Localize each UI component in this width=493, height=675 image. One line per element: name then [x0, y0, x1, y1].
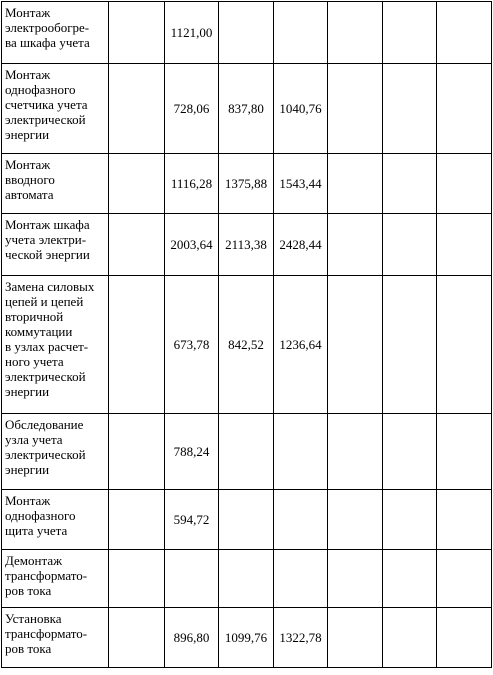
price-cell: 2113,38: [219, 214, 274, 276]
price-cell: [383, 550, 437, 608]
table-body: [2, 2, 492, 668]
price-cell: [437, 154, 492, 214]
price-cell: 1099,76: [219, 608, 274, 668]
price-cell: [437, 550, 492, 608]
price-cell: [383, 154, 437, 214]
price-cell: [109, 276, 165, 414]
price-cell: [437, 64, 492, 154]
price-cell: 842,52: [219, 276, 274, 414]
table-row: [2, 276, 492, 414]
table-row: [2, 64, 492, 154]
price-cell: [437, 2, 492, 64]
price-cell: [328, 2, 383, 64]
price-cell: [328, 550, 383, 608]
price-cell: [328, 608, 383, 668]
price-cell: [219, 490, 274, 550]
work-name-cell: Замена силовых цепей и цепей вторичной коммутации в узлах расчет- ного учета электрической энергии: [2, 276, 109, 414]
price-cell: 2428,44: [274, 214, 328, 276]
price-cell: 788,24: [165, 414, 219, 490]
price-cell: [328, 154, 383, 214]
price-cell: 1121,00: [165, 2, 219, 64]
price-cell: 896,80: [165, 608, 219, 668]
table-row: [2, 608, 492, 668]
price-cell: [437, 276, 492, 414]
price-cell: [219, 2, 274, 64]
price-cell: 837,80: [219, 64, 274, 154]
work-name-cell: Демонтаж трансформато- ров тока: [2, 550, 109, 608]
price-cell: [328, 276, 383, 414]
table-row: [2, 414, 492, 490]
price-cell: [437, 608, 492, 668]
price-cell: [109, 550, 165, 608]
price-cell: [383, 276, 437, 414]
price-cell: 1543,44: [274, 154, 328, 214]
price-cell: [328, 414, 383, 490]
price-cell: 2003,64: [165, 214, 219, 276]
price-cell: [274, 490, 328, 550]
price-cell: [437, 414, 492, 490]
price-cell: [328, 64, 383, 154]
price-cell: 594,72: [165, 490, 219, 550]
table-row: [2, 550, 492, 608]
price-cell: 1116,28: [165, 154, 219, 214]
price-cell: 728,06: [165, 64, 219, 154]
price-cell: [383, 2, 437, 64]
price-cell: 1322,78: [274, 608, 328, 668]
price-cell: [274, 2, 328, 64]
work-name-cell: Монтаж электрообогре- ва шкафа учета: [2, 2, 109, 64]
price-cell: [109, 608, 165, 668]
table-row: [2, 2, 492, 64]
work-name-cell: Монтаж вводного автомата: [2, 154, 109, 214]
price-cell: 1236,64: [274, 276, 328, 414]
price-cell: [383, 64, 437, 154]
price-cell: [274, 414, 328, 490]
price-cell: [328, 490, 383, 550]
table-row: [2, 154, 492, 214]
price-cell: [383, 608, 437, 668]
price-cell: [437, 490, 492, 550]
work-name-cell: Монтаж однофазного щита учета: [2, 490, 109, 550]
price-cell: [109, 2, 165, 64]
price-cell: [383, 414, 437, 490]
work-name-cell: Монтаж однофазного счетчика учета электрической энергии: [2, 64, 109, 154]
price-cell: 673,78: [165, 276, 219, 414]
price-cell: [165, 550, 219, 608]
price-cell: [383, 490, 437, 550]
work-name-cell: Установка трансформато- ров тока: [2, 608, 109, 668]
price-cell: 1040,76: [274, 64, 328, 154]
price-cell: [328, 214, 383, 276]
table-row: [2, 214, 492, 276]
price-cell: [219, 414, 274, 490]
price-cell: [274, 550, 328, 608]
price-table: [1, 1, 492, 668]
work-name-cell: Обследование узла учета электрической энергии: [2, 414, 109, 490]
price-cell: [109, 414, 165, 490]
price-cell: [109, 64, 165, 154]
price-cell: 1375,88: [219, 154, 274, 214]
price-cell: [109, 154, 165, 214]
price-cell: [437, 214, 492, 276]
work-name-cell: Монтаж шкафа учета электри- ческой энергии: [2, 214, 109, 276]
price-cell: [109, 490, 165, 550]
price-cell: [219, 550, 274, 608]
price-cell: [383, 214, 437, 276]
price-cell: [109, 214, 165, 276]
table-row: [2, 490, 492, 550]
